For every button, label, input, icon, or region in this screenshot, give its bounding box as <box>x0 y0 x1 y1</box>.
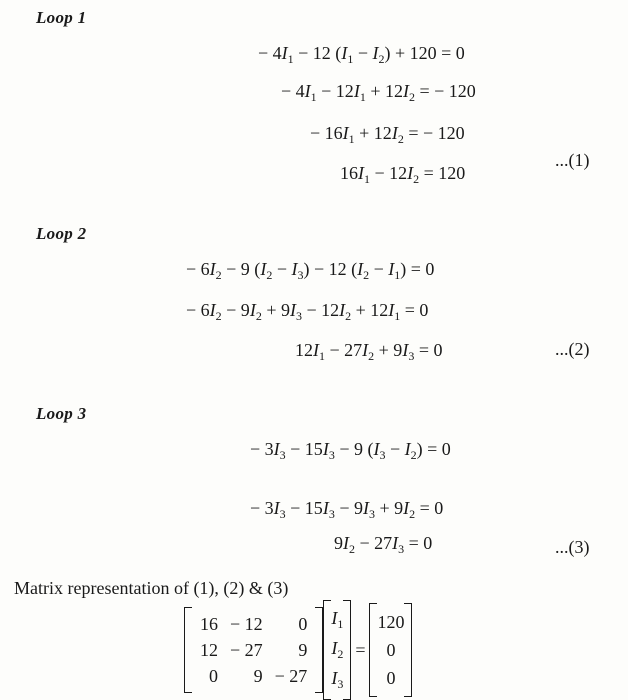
matrix-cell: − 12 <box>230 613 263 634</box>
loop3-heading: Loop 3 <box>36 404 87 423</box>
matrix-cell: 9 <box>253 665 263 686</box>
loop1-equation-2: − $4I_1 - 12I_1 + 12I_2$ = − 120 <box>281 81 476 104</box>
matrix-intro-text: Matrix representation of (1), (2) & (3) <box>14 578 289 598</box>
matrix-cell: − 27 <box>230 639 263 660</box>
matrix-row <box>194 663 313 689</box>
equation-number-2: ...(2) <box>555 339 590 359</box>
matrix-cell: 12 <box>200 639 218 660</box>
matrix-cell: 0 <box>209 665 218 686</box>
loop1-equation-1: − $4I_1 - 12$ $(I_1 - I_2) + 120 = 0$ <box>258 43 465 66</box>
loop2-equation-2: − $6I_2 - 9I_2 + 9I_3 - 12I_2 + 12I_1 = 0$ <box>186 300 429 323</box>
equation-number-3: ...(3) <box>555 537 590 557</box>
matrix-cell: − 27 <box>274 665 308 686</box>
coefficient-matrix <box>184 611 323 689</box>
loop3-equation-2: − $3I_3 - 15I_3 - 9I_3 + 9I_2 = 0$ <box>250 498 444 521</box>
vector-cell: 0 <box>386 667 396 688</box>
vector-cell: $I_1$ <box>331 608 344 631</box>
matrix-cell: 0 <box>298 613 308 634</box>
loop2-heading: Loop 2 <box>36 224 87 243</box>
loop1-equation-4: $16I_1 - 12I_2 = 120$ <box>340 163 466 186</box>
loop2-equation-1: − $6I_2 - 9$ $(I_2 - I_3) - 12$ $(I_2 - I_1) = 0$ <box>186 259 435 282</box>
equals-sign: = <box>355 639 366 660</box>
vector-cell: 0 <box>386 639 396 660</box>
matrix-cell: 9 <box>298 639 308 660</box>
loop1-equation-3: − $16I_1 + 12I_2$ = − 120 <box>310 123 465 146</box>
matrix-row <box>194 611 313 637</box>
matrix-row <box>194 637 313 663</box>
equation-number-1: ...(1) <box>555 150 590 170</box>
matrix-cell: 16 <box>200 613 218 634</box>
loop3-equation-1: − $3I_3 - 15I_3 - 9$ $(I_3 - I_2) = 0$ <box>250 439 451 462</box>
loop2-equation-3: $12I_1 - 27I_2 + 9I_3 = 0$ <box>295 340 443 363</box>
matrix-equation <box>184 604 412 696</box>
rhs-vector <box>369 607 412 693</box>
loop1-heading: Loop 1 <box>36 8 87 27</box>
variable-vector <box>323 604 351 696</box>
vector-cell: $I_2$ <box>331 638 344 661</box>
vector-cell: 120 <box>377 611 405 632</box>
vector-cell: $I_3$ <box>331 668 344 691</box>
loop3-equation-3: $9I_2 - 27I_3 = 0$ <box>334 533 433 556</box>
